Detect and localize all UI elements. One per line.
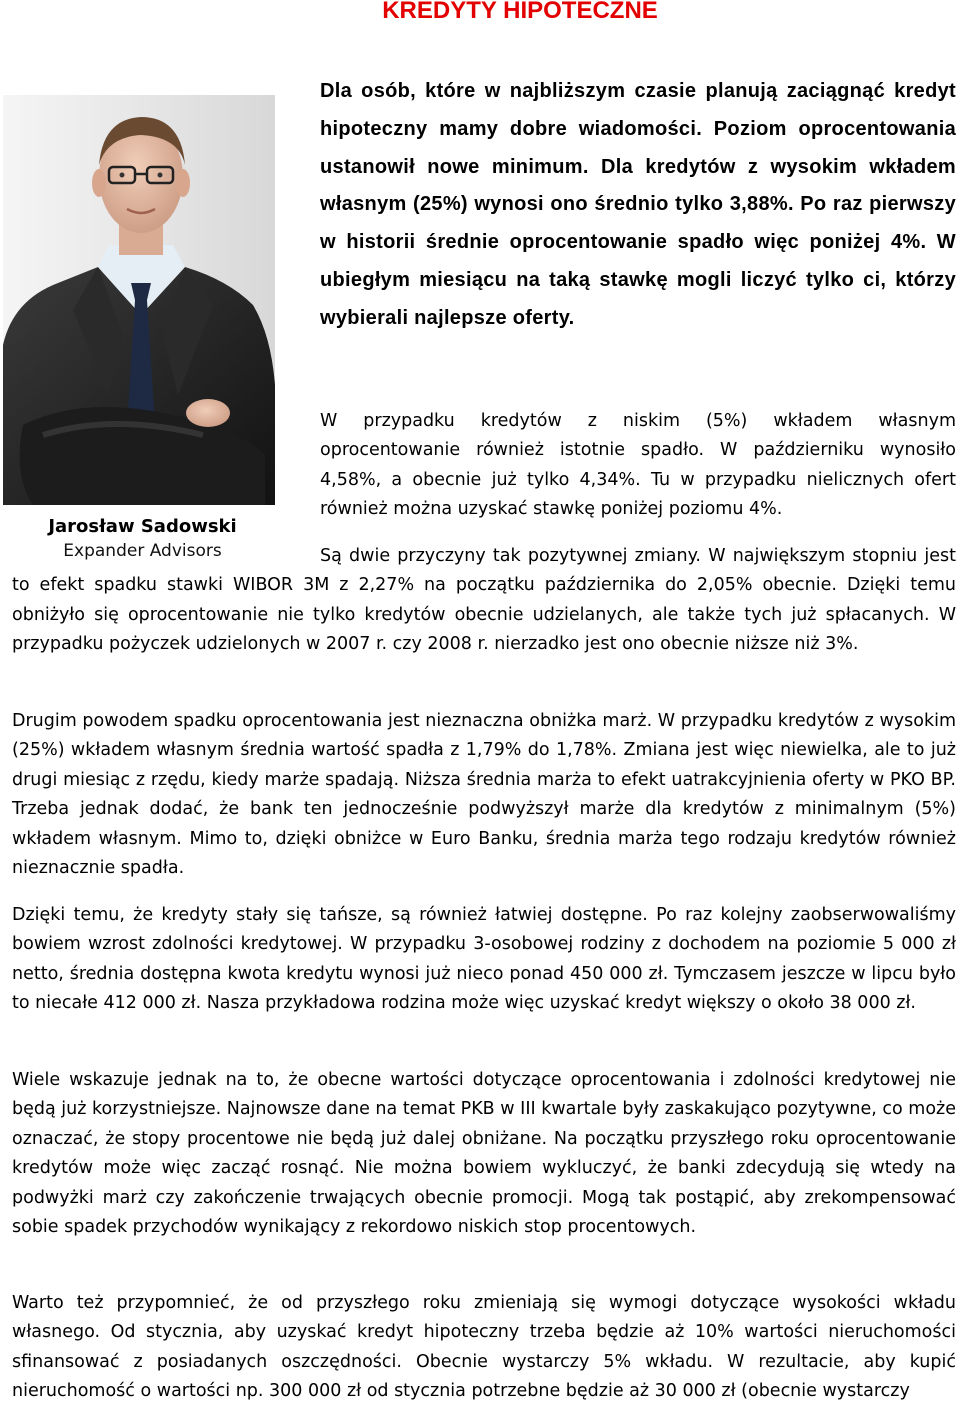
author-name: Jarosław Sadowski xyxy=(48,516,237,537)
body-paragraph-3: Drugim powodem spadku oprocentowania jest nieznaczna obniżka marż. W przypadku kredytów z wysokim (25%) wkładem własnym średnia wartość spadła z 1,79% do 1,78%. Zmiana jest więc niewielka, ale to już drugi miesiąc z rzędu, kiedy marże spadają. Niższa średnia marża to efekt uatrakcyjnienia oferty w PKO BP. Trzeba jednak dodać, że bank ten jednocześnie podwyższył marże dla kredytów z minimalnym (5%) wkładem własnym. Mimo to, dzięki obniżce w Euro Banku, średnia marża tego rodzaju kredytów również nieznacznie spadła. xyxy=(12,711,956,879)
page-title: KREDYTY HIPOTECZNE xyxy=(382,0,658,24)
author-photo xyxy=(3,95,275,505)
body-paragraph-5: Wiele wskazuje jednak na to, że obecne wartości dotyczące oprocentowania i zdolności kredytowej nie będą już korzystniejsze. Najnowsze dane na temat PKB w III kwartale były zaskakująco pozytywne, co może oznaczać, że stopy procentowe nie będą już dalej obniżane. Na początku przyszłego roku oprocentowanie kredytów może więc zacząć rosnąć. Nie można bowiem wykluczyć, że banki zdecydują się wtedy na podwyżki marż czy zakończenie trwających obecnie promocji. Mogą tak postąpić, aby zrekompensować sobie spadek przychodów wynikający z rekordowo niskich stop procentowych. xyxy=(12,1070,956,1238)
body-paragraph-1: W przypadku kredytów z niskim (5%) wkładem własnym oprocentowanie również istotnie spadło. W październiku wynosiło 4,58%, a obecnie już tylko 4,34%. Tu w przypadku nielicznych ofert również można uzyskać stawkę poniżej poziomu 4%. xyxy=(320,411,956,520)
portrait-illustration xyxy=(3,95,275,505)
lead-paragraph: Dla osób, które w najbliższym czasie planują zaciągnąć kredyt hipoteczny mamy dobre wiadomości. Poziom oprocentowania ustanowił nowe minimum. Dla kredytów z wysokim wkładem własnym (25%) wynosi ono średnio tylko 3,88%. Po raz pierwszy w historii średnie oprocentowanie spadło więc poniżej 4%. W ubiegłym miesiącu na taką stawkę mogli liczyć tylko ci, którzy wybierali najlepsze oferty. xyxy=(320,80,956,329)
body-paragraph-6: Warto też przypomnieć, że od przyszłego roku zmieniają się wymogi dotyczące wysokości wkładu własnego. Od stycznia, aby uzyskać kredyt hipoteczny trzeba będzie aż 10% wartości nieruchomości sfinansować z posiadanych oszczędności. Obecnie wystarczy 5% wkładu. W rezultacie, aby kupić nieruchomość o wartości np. 300 000 zł od stycznia potrzebne będzie aż 30 000 zł (obecnie wystarczy xyxy=(12,1293,956,1402)
body-paragraph-4: Dzięki temu, że kredyty stały się tańsze, są również łatwiej dostępne. Po raz kolejny zaobserwowaliśmy bowiem wzrost zdolności kredytowej. W przypadku 3-osobowej rodziny z dochodem na poziomie 5 000 zł netto, średnia dostępna kwota kredytu wynosi już nieco ponad 450 000 zł. Tymczasem jeszcze w lipcu było to niecałe 412 000 zł. Nasza przykładowa rodzina może więc uzyskać kredyt większy o około 38 000 zł. xyxy=(12,905,956,1014)
author-company: Expander Advisors xyxy=(63,541,222,561)
body-paragraph-2: Są dwie przyczyny tak pozytywnej zmiany. W największym stopniu jest to efekt spadku stawki WIBOR 3M z 2,27% na początku października do 2,05% obecnie. Dzięki temu obniżyło się oprocentowanie nie tylko kredytów obecnie udzielanych, ale także tych już spłacanych. W przypadku pożyczek udzielonych w 2007 r. czy 2008 r. nierzadko jest ono obecnie niższe niż 3%. xyxy=(12,546,956,655)
